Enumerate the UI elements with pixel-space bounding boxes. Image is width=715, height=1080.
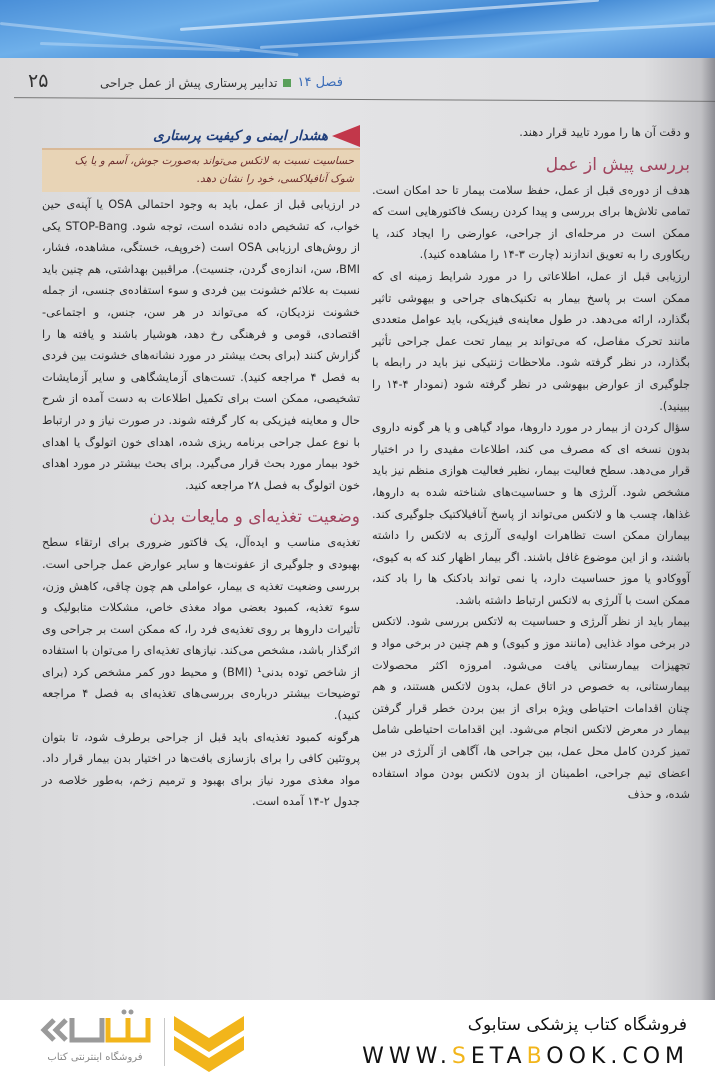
paragraph: سؤال کردن از بیمار در مورد داروها، مواد گیاهی و یا هر گونه داروی بدون نسخه ای که مصرف می کند، اطلاعات مفیدی را در اختیار قرار می‌دهد. سطح فعالیت بیمار، نظیر فعالیت هوازی منظم نیز باید مشخص شود. آلرژی ها و حساسیت‌های شناخته شده به داروها، غذاها، چسب ها و لاتکس می‌تواند از پاسخ آنافیلاکتیک جلوگیری کند. بیماران ممکن است تظاهرات اولیه‌ی آلرژی به لاتکس را داشته باشند، و از این موضوع غافل باشند. اگر بیمار اظهار کند که به کیوی، آووکادو یا موز حساسیت دارد، یا نمی تواند بادکنک ها را باد کند، ممکن است با آلرژی به لاتکس ارتباط داشته باشد. (372, 421, 690, 607)
url-accent: S (451, 1044, 471, 1069)
paragraph: هدف از دوره‌ی قبل از عمل، حفظ سلامت بیمار تا حد امکان است. تمامی تلاش‌ها برای بررسی و پیدا کردن ریسک فاکتورهایی است که ممکن است در مرحله‌ای از جراحی، عوارضی را ایجاد کند، یا ریکاوری را به تعویق اندازند (چارت ۳-۱۴ را مشاهده کنید). (372, 183, 690, 262)
section-heading-preop-assessment: بررسی پیش از عمل (545, 154, 690, 175)
store-name: فروشگاه کتاب پزشکی ستابوک (467, 1015, 687, 1035)
page-header (0, 58, 715, 96)
paragraph: هرگونه کمبود تغذیه‌ای باید قبل از جراحی برطرف شود، تا بتوان پروتئین کافی را برای بازسازی بافت‌ها در اختیار بدن بیمار قرار داد. مواد مغذی مورد نیاز برای بهبود و ترمیم زخم، به‌طور خلاصه در جدول ۲-۱۴ آمده است. (42, 730, 360, 809)
lead-line: و دقت آن ها را مورد تایید قرار دهند. (519, 126, 690, 139)
url-part: ETA (470, 1044, 527, 1069)
safety-alert-box (42, 124, 360, 192)
alert-title: هشدار ایمنی و کیفیت پرستاری (153, 128, 328, 144)
right-column (372, 122, 690, 806)
book-cover-band (0, 0, 715, 58)
url-part: OOK.COM (546, 1044, 689, 1069)
page-number: ۲۵ (28, 70, 49, 92)
logo-divider (164, 1018, 165, 1066)
header-rule (14, 97, 715, 102)
paragraph: ارزیابی قبل از عمل، اطلاعاتی را در مورد شرایط زمینه ای که ممکن است بر پاسخ بیمار به تکنیک‌های جراحی و بیهوشی تاثیر بگذارد، ارائه می‌دهد. در طول معاینه‌ی فیزیکی، باید عوامل متعددی مانند تحرک مفاصل، که می‌تواند بر بیمار تحت عمل جراحی تأثیر بگذارد، در نظر گرفته شود. ملاحظات ژنتیکی نیز باید در رابطه با جلوگیری از عوارض بیهوشی در نظر گرفته شود (نمودار ۴-۱۴ را ببینید). (372, 269, 690, 413)
chapter-title: تدابیر پرستاری پیش از عمل جراحی (100, 75, 278, 90)
paragraph: بیمار باید از نظر آلرژی و حساسیت به لاتکس بررسی شود. لاتکس در برخی مواد غذایی (مانند موز و کیوی) و هم چنین در برخی مواد و تجهیزات بیمارستانی یافت می‌شود. امروزه اکثر محصولات بیمارستانی، به خصوص در اتاق عمل، بدون لاتکس هستند، و هم چنان اقدامات احتیاطی ویژه برای از بین بردن خطر قرار گرفتن بیمار در معرض لاتکس انجام می‌شود. این اقدامات احتیاطی شامل تمیز کردن کامل محل عمل، بین جراحی ها، آگاهی از آلرژی در بین اعضای تیم جراحی، اطمینان از بدون لاتکس بودن مواد استفاده شده، و حذف (372, 615, 690, 802)
store-footer (0, 1000, 715, 1080)
chapter-marker-icon (283, 79, 291, 87)
running-head (100, 75, 343, 90)
section-heading-nutrition: وضعیت تغذیه‌ای و مایعات بدن (149, 507, 360, 528)
logo-subtitle: فروشگاه اینترنتی کتاب (47, 1052, 143, 1063)
url-part: WWW. (362, 1044, 452, 1069)
flag-icon (332, 125, 360, 147)
chapter-label: فصل ۱۴ (297, 75, 343, 90)
setabook-logo[interactable] (24, 1008, 244, 1072)
book-page (0, 58, 715, 1000)
paragraph: تغذیه‌ی مناسب و ایده‌آل، یک فاکتور ضروری برای ارتقاء سطح بهبودی و جلوگیری از عفونت‌ها و سایر عوارض عمل جراحی است. بررسی وضعیت تغذیه ی بیمار، عواملی هم چون چاقی، کاهش وزن، سوء تغذیه، کمبود بعضی مواد مغذی خاص، مشکلات متابولیک و تأثیرات داروها بر روی تغذیه‌ی فرد را، که ممکن است بر جراحی وی اثرگذار باشد، مشخص می‌کند. نیازهای تغذیه‌ای را می‌توان با استفاده از شاخص توده بدنی¹ (BMI) و محیط دور کمر مشخص کرد (برای توضیحات بیشتر درباره‌ی بررسی‌های تغذیه‌ای به فصل ۴ مراجعه کنید). (42, 536, 360, 723)
alert-body: حساسیت نسبت به لاتکس می‌تواند به‌صورت جوش، آسم و یا یک شوک آنافیلاکسی، خود را نشان دهد. (42, 148, 360, 192)
left-column (42, 194, 360, 813)
store-url-link[interactable] (362, 1044, 689, 1069)
paragraph: در ارزیابی قبل از عمل، باید به وجود احتمالی OSA یا آپنه‌ی حین خواب، که تشخیص داده نشده است، توجه شود. STOP-Bang یکی از روش‌های ارزیابی OSA است (خروپف، خستگی، مشاهده، فشار، BMI، سن، اندازه‌ی گردن، جنسیت). مراقبین بهداشتی، هم چنین باید نسبت به علائم خشونت بین فردی و سوء استفاده‌ی جنسی، از جمله خشونت نزدیکان، که می‌تواند در هر سن، جنس، و اجتماعی-اقتصادی، قومی و فرهنگی رخ دهد، هوشیار باشند و یافته ها را گزارش کنند (برای بحث بیشتر در مورد نشانه‌های خشونت بین فردی به فصل ۴ مراجعه کنید). تست‌های آزمایشگاهی و سایر آزمایشات تشخیصی، ممکن است برای تکمیل اطلاعات به دست آمده از شرح حال و معاینه فیزیکی به کار گرفته شوند. در صورت نیاز و در ارتباط با نوع عمل جراحی برنامه ریزی شده، اهدای خون اتولوگ یا اهدای خود بیمار مورد بحث قرار می‌گیرد. برای بحث بیشتر در مورد اهدای خون اتولوگ به فصل ۲۸ مراجعه کنید. (42, 198, 361, 492)
url-accent: B (526, 1044, 547, 1069)
